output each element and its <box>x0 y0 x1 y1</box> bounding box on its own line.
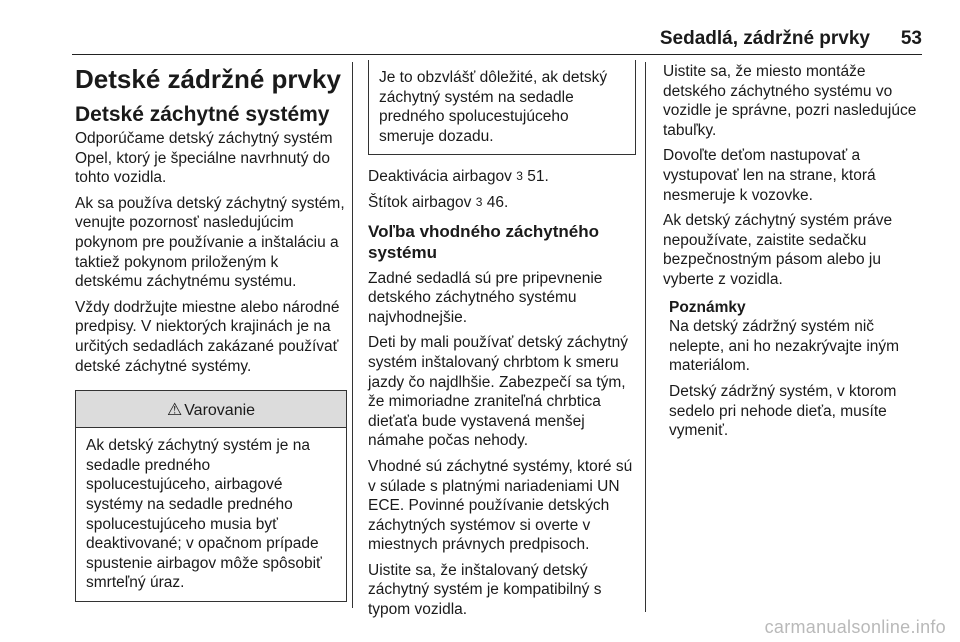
warning-box <box>75 390 347 602</box>
paragraph: Ak sa používa detský záchytný systém, venujte pozornosť nasledujúcim pokynom pre používanie a inštaláciu a taktiež pokynom priloženým k detskému záchytnému systému. <box>75 194 345 291</box>
column-divider-2 <box>645 62 646 612</box>
note-text: Detský zádržný systém, v ktorom sedelo pri nehode dieťa, musíte vymeniť. <box>669 382 897 440</box>
page-ref-arrow-icon: 3 <box>475 194 483 209</box>
paragraph: Uistite sa, že miesto montáže detského záchytného systému vo vozidle je správne, pozri nasledujúce tabuľky. <box>663 63 917 139</box>
cross-reference-text: Deaktivácia airbagov <box>368 168 512 186</box>
note-label: Poznámky <box>669 298 746 316</box>
paragraph: Zadné sedadlá sú pre pripevnenie detského záchytného systému najvhodnejšie. <box>368 269 603 326</box>
note-block <box>663 298 931 441</box>
warning-header <box>76 391 346 428</box>
cross-reference-page: 46. <box>486 193 509 211</box>
header-rule <box>72 54 922 55</box>
note-text: Na detský zádržný systém nič nelepte, ani ho nezakrývajte iným materiálom. <box>669 318 900 375</box>
page-ref-arrow-icon: 3 <box>516 169 523 184</box>
paragraph: Vhodné sú záchytné systémy, ktoré sú v súlade s platnými nariadeniami UN ECE. Povinné používanie detských záchytných systémov si overte v miestnych právnych predpisoch. <box>368 457 633 554</box>
page-number: 53 <box>900 28 922 49</box>
column-1 <box>75 62 347 602</box>
paragraph: Odporúčame detský záchytný systém Opel, ktorý je špeciálne navrhnutý do tohto vozidla. <box>75 130 333 187</box>
paragraph: Ak detský záchytný systém práve nepoužívate, zaistite sedačku bezpečnostným pásom alebo ju vyberte z vozidla. <box>663 212 893 288</box>
warning-triangle-icon: ⚠ <box>166 400 183 420</box>
warning-title: Varovanie <box>184 402 256 420</box>
column-2 <box>368 62 636 626</box>
warning-box-continued: Je to obzvlášť dôležité, ak detský záchytný systém na sedadle predného spolucestujúceho smeruje dozadu. <box>368 60 636 155</box>
paragraph: Deti by mali používať detský záchytný systém inštalovaný chrbtom k smeru jazdy čo najdlhšie. Zabezpečí sa tým, že mimoriadne zraniteľná chrbtica dieťaťa bude vystavená menšej námahe počas nehody. <box>368 334 628 450</box>
cross-reference-page: 51. <box>527 168 549 186</box>
paragraph: Vždy dodržujte miestne alebo národné predpisy. V niektorých krajinách je na určitých sedadlách zakázané používať detské záchytné systémy. <box>75 298 340 375</box>
column-divider-1 <box>352 62 353 608</box>
paragraph: Dovoľte deťom nastupovať a vystupovať len na strane, ktorá nesmeruje k vozovke. <box>663 147 876 204</box>
page-header <box>72 28 922 56</box>
sub-heading: Detské záchytné systémy <box>75 103 330 126</box>
header-title: Sedadlá, zádržné prvky <box>659 28 870 49</box>
section-heading: Voľba vhodného záchytného systému <box>368 221 600 262</box>
column-3 <box>663 62 931 447</box>
cross-reference-text: Štítok airbagov <box>368 193 472 211</box>
paragraph: Uistite sa, že inštalovaný detský záchytný systém je kompatibilný s typom vozidla. <box>368 561 602 619</box>
main-heading: Detské zádržné prvky <box>75 64 341 94</box>
warning-text: Ak detský záchytný systém je na sedadle predného spolucestujúceho, airbagové systémy na sedadle predného spolucestujúceho musia byť deaktivované; v opačnom prípade spustenie airbagov môže spôsobiť smrteľný úraz. <box>86 437 322 592</box>
cross-reference <box>368 167 636 187</box>
watermark: carmanualsonline.info <box>764 617 946 637</box>
cross-reference <box>368 193 636 213</box>
